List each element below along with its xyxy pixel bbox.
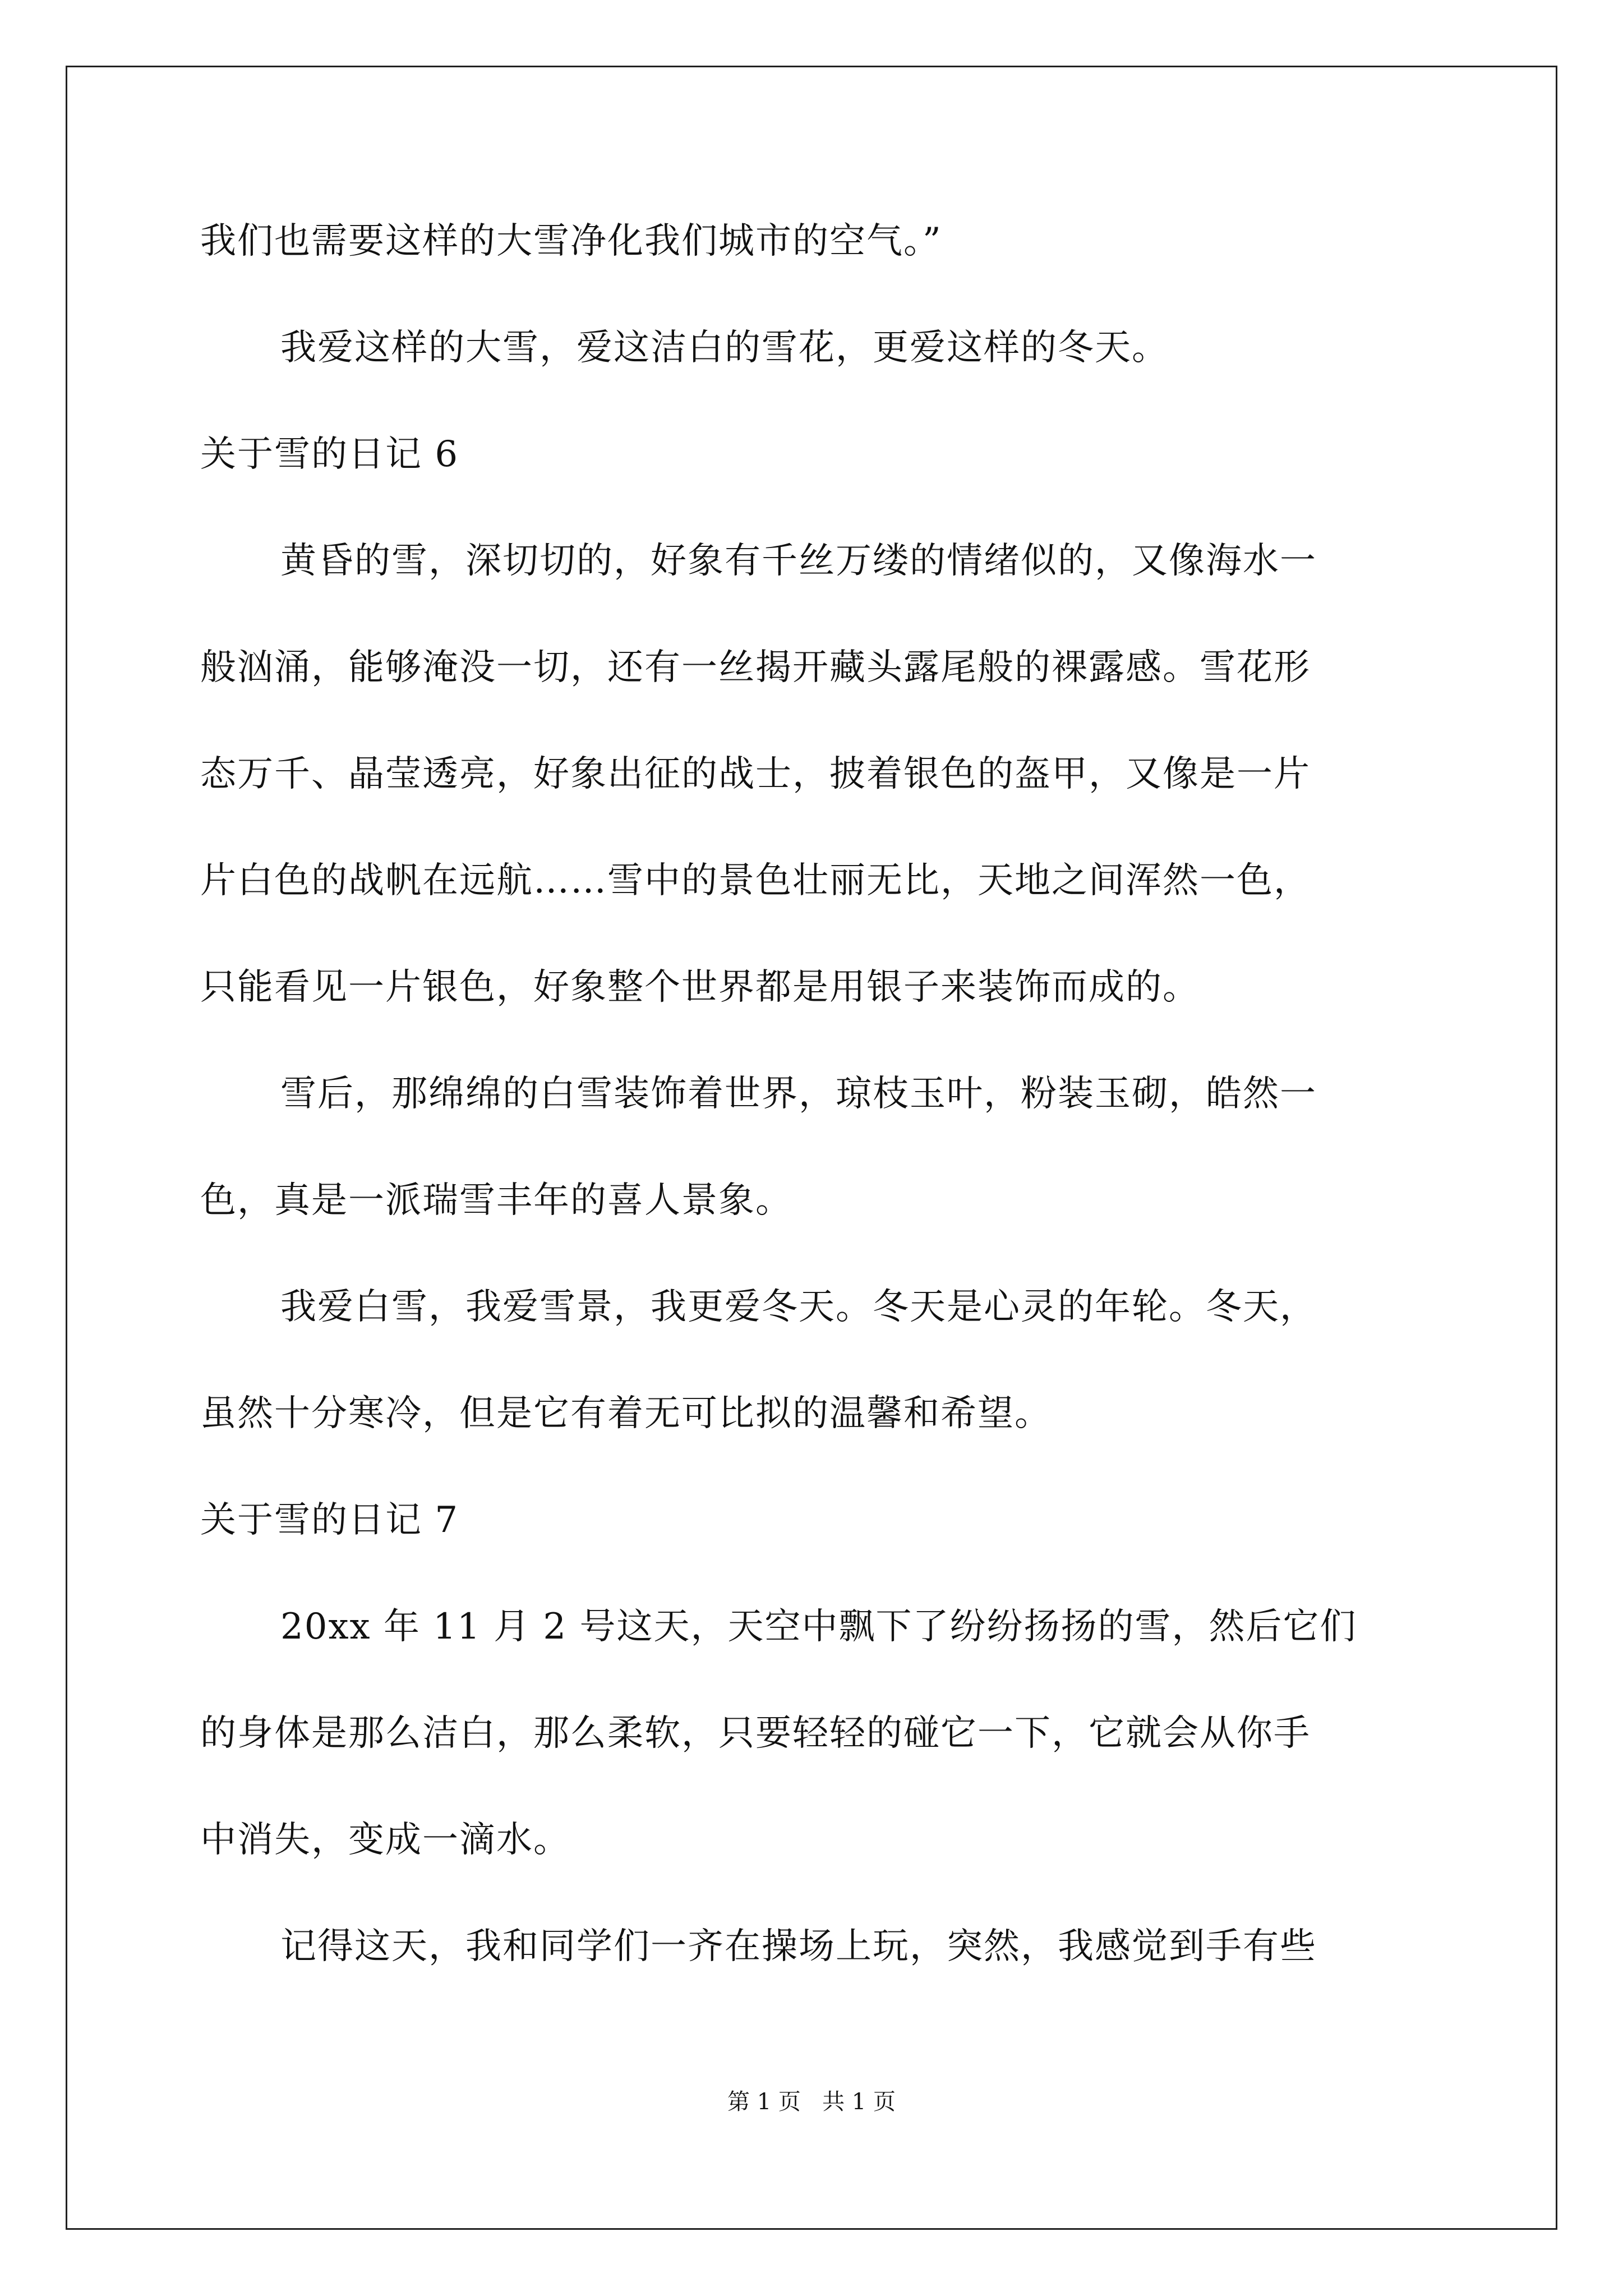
section-heading: 关于雪的日记 7 bbox=[200, 1499, 459, 1541]
text-line: 20xx 年 11 月 2 号这天，天空中飘下了纷纷扬扬的雪，然后它们 bbox=[280, 1606, 1357, 1648]
text-line: 我爱白雪，我爱雪景，我更爱冬天。冬天是心灵的年轮。冬天， bbox=[280, 1286, 1317, 1328]
text-line: 的身体是那么洁白，那么柔软，只要轻轻的碰它一下，它就会从你手 bbox=[200, 1713, 1311, 1754]
text-line: 色，真是一派瑞雪丰年的喜人景象。 bbox=[200, 1180, 792, 1221]
page-footer: 第 1 页 共 1 页 bbox=[727, 2089, 896, 2115]
page-border bbox=[66, 66, 1557, 2230]
text-line: 中消失，变成一滴水。 bbox=[200, 1819, 570, 1861]
text-line: 片白色的战帆在远航……雪中的景色壮丽无比，天地之间浑然一色， bbox=[200, 860, 1311, 901]
text-line: 虽然十分寒冷，但是它有着无可比拟的温馨和希望。 bbox=[200, 1393, 1052, 1434]
section-heading: 关于雪的日记 6 bbox=[200, 434, 459, 475]
text-line: 只能看见一片银色，好象整个世界都是用银子来装饰而成的。 bbox=[200, 967, 1200, 1008]
text-line: 我爱这样的大雪，爱这洁白的雪花，更爱这样的冬天。 bbox=[280, 327, 1169, 369]
text-line: 般汹涌，能够淹没一切，还有一丝揭开藏头露尾般的裸露感。雪花形 bbox=[200, 647, 1311, 688]
text-line: 黄昏的雪，深切切的，好象有千丝万缕的情绪似的，又像海水一 bbox=[280, 540, 1317, 582]
text-line: 态万千、晶莹透亮，好象出征的战士，披着银色的盔甲，又像是一片 bbox=[200, 753, 1311, 795]
text-line: 雪后，那绵绵的白雪装饰着世界，琼枝玉叶，粉装玉砌，皓然一 bbox=[280, 1073, 1317, 1115]
text-line: 记得这天，我和同学们一齐在操场上玩，突然，我感觉到手有些 bbox=[280, 1926, 1317, 1967]
text-line: 我们也需要这样的大雪净化我们城市的空气。” bbox=[200, 220, 942, 262]
